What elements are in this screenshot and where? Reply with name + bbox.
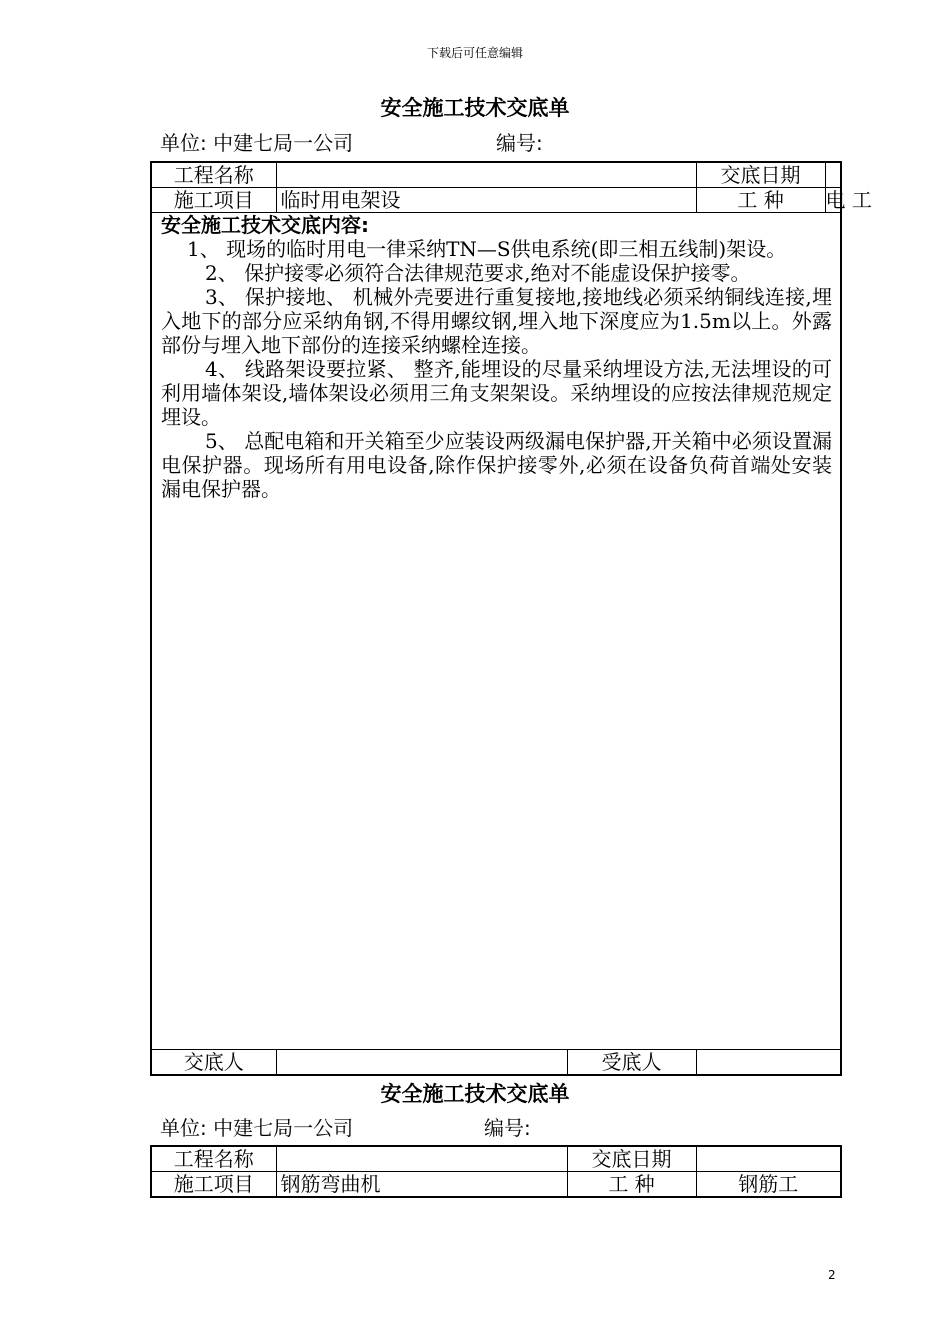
trade-value: 电 工 [825, 188, 872, 212]
form2-title: 安全施工技术交底单 [380, 1082, 570, 1106]
receiver-label: 受底人 [567, 1050, 696, 1076]
project-name-label: 工程名称 [151, 162, 276, 188]
form1-row-item [151, 188, 841, 213]
form1-row-project [151, 162, 841, 188]
page-header-note: 下载后可任意编辑 [426, 46, 523, 60]
item-label: 施工项目 [151, 188, 276, 213]
trade-label: 工 种 [696, 188, 825, 213]
form2-item-value: 钢筋弯曲机 [276, 1172, 567, 1198]
content-heading: 安全施工技术交底内容: [161, 213, 369, 237]
paragraph-4: 4、 线路架设要拉紧、 整齐,能埋设的尽量采纳埋设方法,无法埋设的可利用墙体架设,墙体架设必须用三角支架架设。采纳埋设的应按法律规范规定埋设。 [161, 357, 833, 429]
form1-number-label: 编号: [496, 131, 543, 155]
form1-title: 安全施工技术交底单 [380, 96, 570, 120]
form2-unit: 单位: 中建七局一公司 [160, 1116, 354, 1140]
giver-value [276, 1050, 567, 1076]
paragraph-2: 2、 保护接零必须符合法律规范要求,绝对不能虚设保护接零。 [205, 261, 751, 285]
form2-item-label: 施工项目 [151, 1172, 276, 1198]
receiver-value [696, 1050, 841, 1076]
content-cell [151, 213, 841, 1050]
form2-project-name-value [276, 1146, 567, 1172]
form1-row-content [151, 213, 841, 1050]
form2-row-project [151, 1146, 841, 1172]
paragraph-5: 5、 总配电箱和开关箱至少应装设两级漏电保护器,开关箱中必须设置漏电保护器。现场所有用电设备,除作保护接零外,必须在设备负荷首端处安装漏电保护器。 [161, 429, 833, 501]
form2-number-label: 编号: [484, 1116, 531, 1140]
giver-label: 交底人 [151, 1050, 276, 1076]
paragraph-1: 1、 现场的临时用电一律采纳TN—S供电系统(即三相五线制)架设。 [187, 237, 787, 261]
project-name-value [276, 162, 696, 188]
form2-date-label: 交底日期 [567, 1146, 696, 1172]
paragraph-3: 3、 保护接地、 机械外壳要进行重复接地,接地线必须采纳铜线连接,埋入地下的部分应采纳角钢,不得用螺纹钢,埋入地下深度应为1.5m以上。外露部份与埋入地下部份的连接采纳螺栓连接。 [161, 285, 833, 357]
date-value [825, 162, 841, 188]
page-number: 2 [828, 1268, 836, 1282]
form1-table [150, 161, 872, 1076]
form1-row-signature [151, 1050, 841, 1076]
form2-row-item [151, 1172, 841, 1198]
date-label: 交底日期 [696, 162, 825, 188]
form2-date-value [696, 1146, 841, 1172]
form2-table [150, 1145, 842, 1198]
item-value: 临时用电架设 [276, 188, 696, 213]
form1-unit: 单位: 中建七局一公司 [160, 131, 354, 155]
form2-trade-value: 钢筋工 [696, 1172, 841, 1198]
form2-trade-label: 工 种 [567, 1172, 696, 1198]
form2-project-name-label: 工程名称 [151, 1146, 276, 1172]
